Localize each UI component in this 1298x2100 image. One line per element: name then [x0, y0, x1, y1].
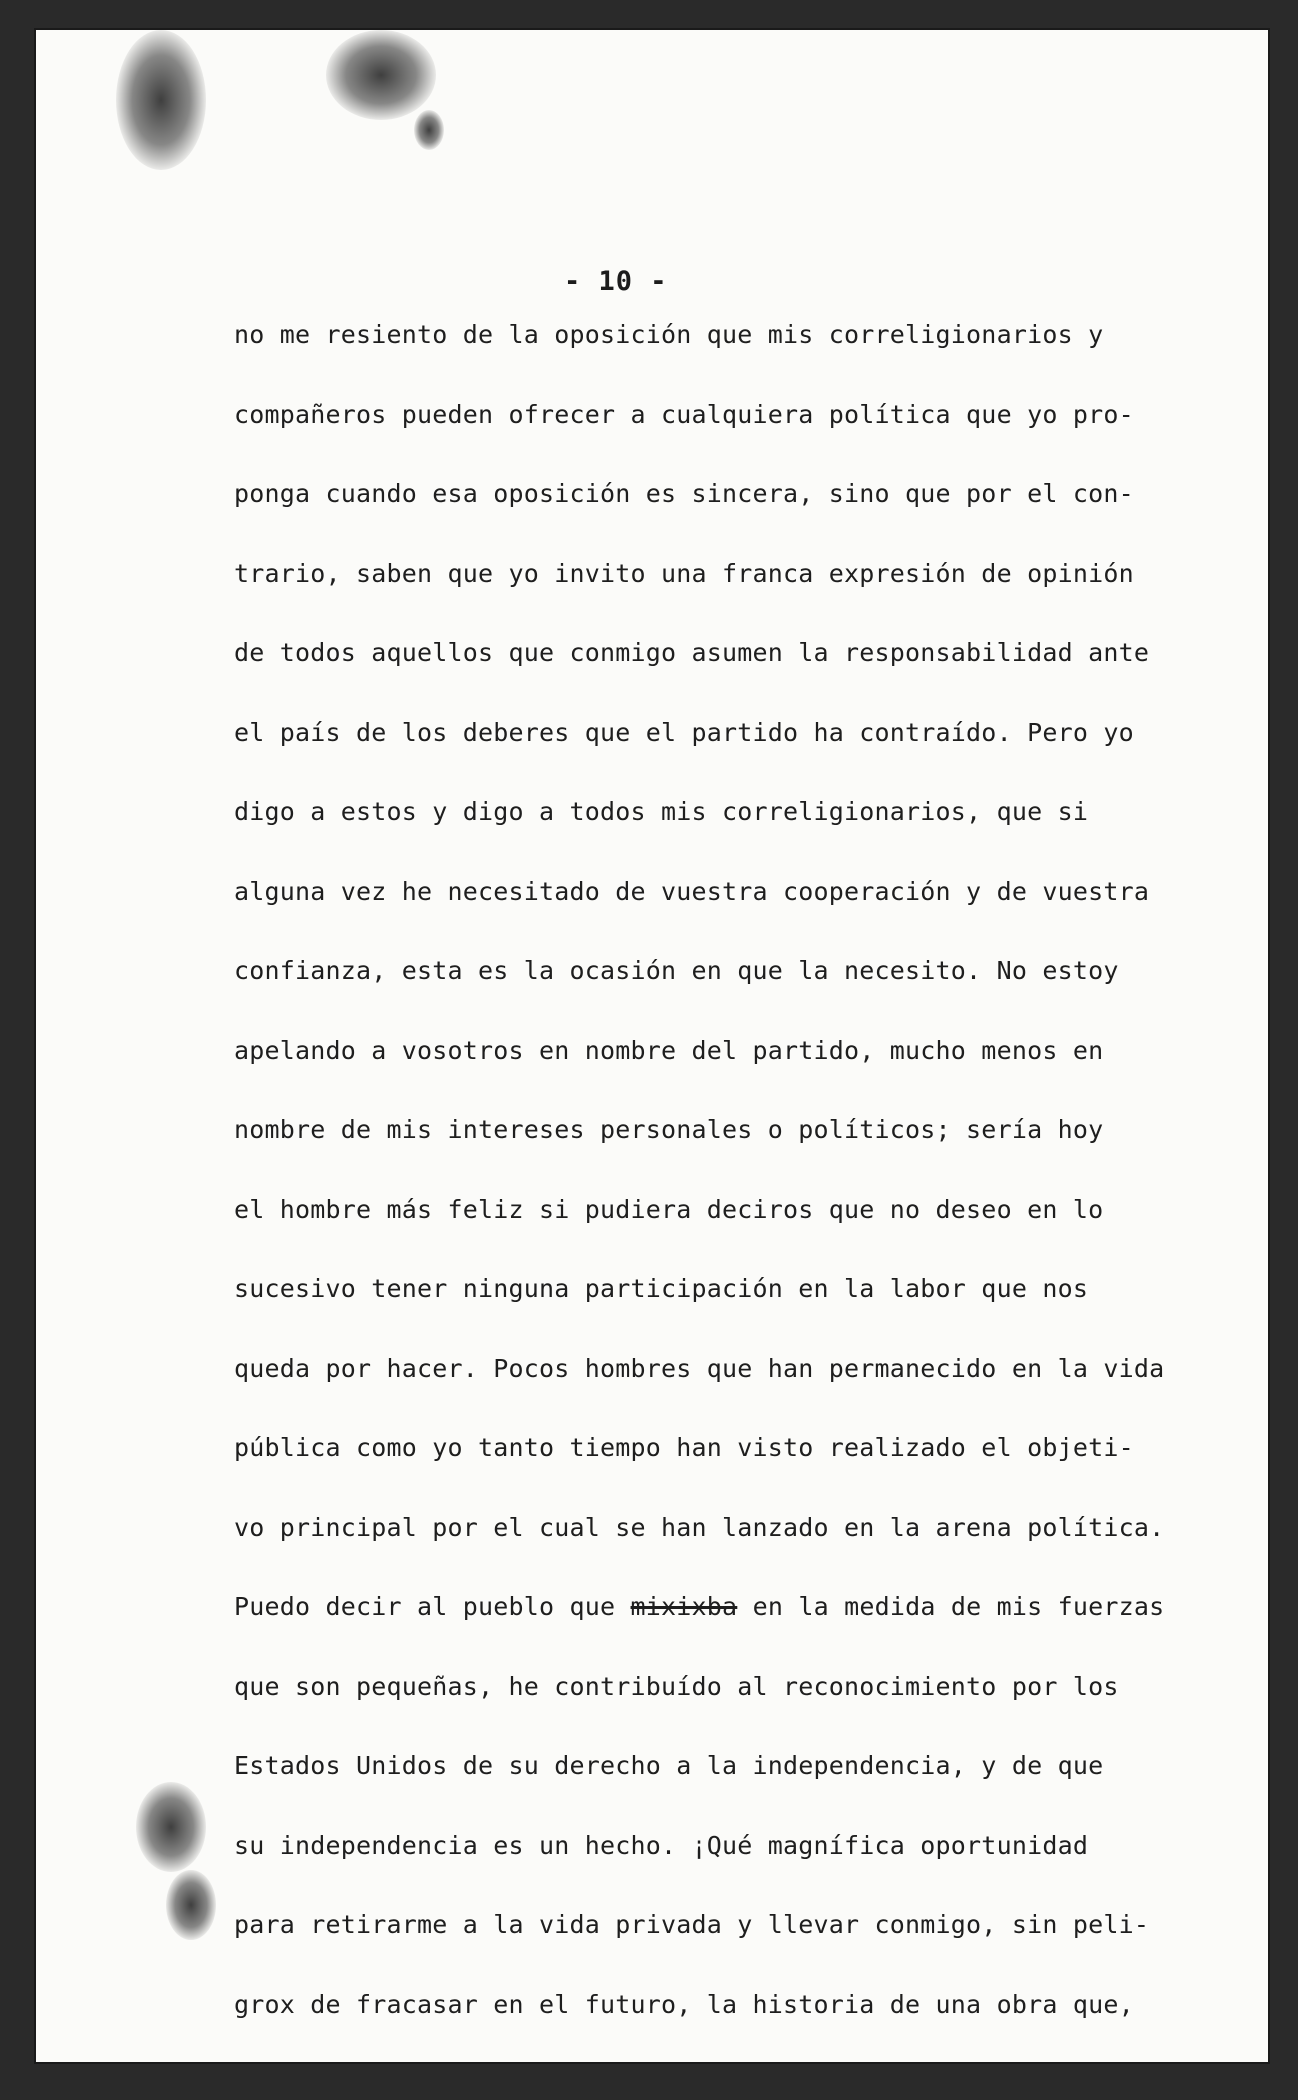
text-line: Puedo decir al pueblo que mixixba en la medida de mis fuerzas [234, 1592, 1165, 1621]
text-line: para retirarme a la vida privada y llevar conmigo, sin peli- [234, 1910, 1150, 1939]
text-line: el país de los deberes que el partido ha contraído. Pero yo [234, 717, 1134, 747]
ink-smudge [136, 1782, 206, 1872]
text-line: compañeros pueden ofrecer a cualquiera política que yo pro- [234, 399, 1134, 429]
struck-word: mixixba [630, 1592, 738, 1621]
text-line: su independencia es un hecho. ¡Qué magnífica oportunidad [234, 1830, 1089, 1860]
text-line: alguna vez he necesitado de vuestra cooperación y de vuestra [234, 876, 1150, 906]
text-line: trario, saben que yo invito una franca expresión de opinión [234, 558, 1134, 588]
text-line: no me resiento de la oposición que mis correligionarios y [234, 320, 1104, 349]
text-line: Estados Unidos de su derecho a la independencia, y de que [234, 1751, 1104, 1780]
text-line: confianza, esta es la ocasión en que la necesito. No estoy [234, 956, 1119, 985]
page-number: - 10 - [564, 266, 668, 297]
ink-smudge [326, 30, 436, 120]
text-line: de todos aquellos que conmigo asumen la responsabilidad ante [234, 638, 1150, 667]
ink-smudge [166, 1870, 216, 1940]
text-line: pública como yo tanto tiempo han visto realizado el objeti- [234, 1433, 1134, 1462]
ink-smudge [116, 30, 206, 170]
text-line: digo a estos y digo a todos mis correligionarios, que si [234, 797, 1089, 826]
text-line: sucesivo tener ninguna participación en la labor que nos [234, 1274, 1089, 1303]
text-line: ponga cuando esa oposición es sincera, sino que por el con- [234, 479, 1134, 508]
typed-text-body [234, 315, 1204, 2064]
text-line: apelando a vosotros en nombre del partido, mucho menos en [234, 1035, 1104, 1065]
text-line: nombre de mis intereses personales o políticos; sería hoy [234, 1115, 1104, 1144]
ink-smudge [414, 110, 444, 150]
text-line: vo principal por el cual se han lanzado en la arena política. [234, 1512, 1165, 1542]
text-line: grox de fracasar en el futuro, la historia de una obra que, [234, 1989, 1134, 2019]
text-line: el hombre más feliz si pudiera deciros que no deseo en lo [234, 1194, 1104, 1224]
text-line: que son pequeñas, he contribuído al reconocimiento por los [234, 1671, 1119, 1701]
text-line: queda por hacer. Pocos hombres que han permanecido en la vida [234, 1353, 1165, 1383]
